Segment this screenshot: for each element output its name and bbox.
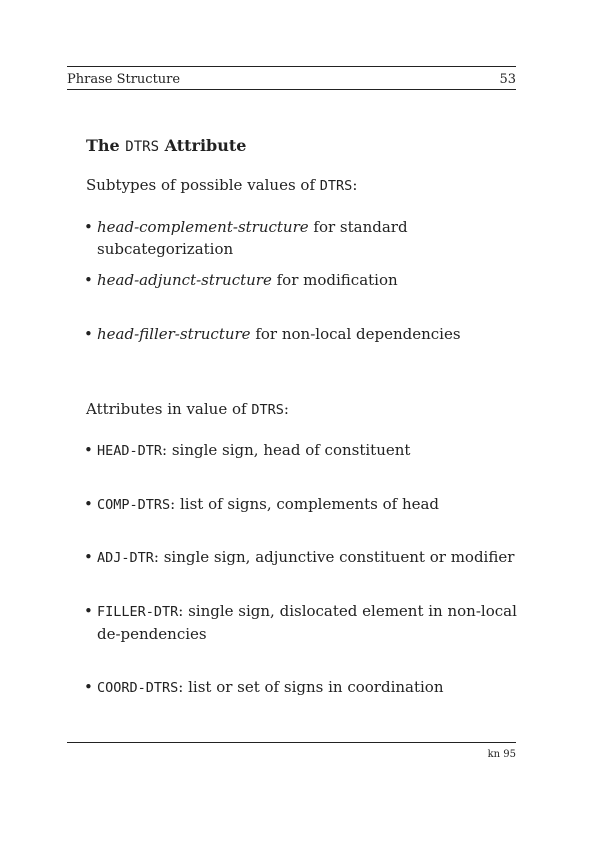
attributes-intro-text: Attributes in value of (86, 400, 247, 418)
header-page-number: 53 (499, 72, 516, 87)
subtype-desc: for standard subcategorization (97, 218, 408, 258)
header-rule-bottom (67, 89, 516, 90)
bullet-icon: • (84, 325, 93, 343)
bullet-icon: • (84, 495, 93, 513)
attribute-code: ADJ-DTR (97, 550, 154, 566)
attribute-code: COORD-DTRS (97, 680, 179, 696)
subtypes-intro (86, 176, 357, 194)
attributes-intro-colon: : (283, 400, 289, 418)
bullet-icon: • (84, 602, 93, 620)
list-item-attribute (84, 600, 520, 645)
slide-title (86, 136, 246, 155)
list-item-subtype (84, 323, 520, 345)
attribute-desc: : single sign, adjunctive constituent or modifier (153, 548, 515, 566)
title-suffix: Attribute (164, 136, 247, 155)
attribute-code: FILLER-DTR (97, 604, 179, 620)
list-item-attribute (84, 546, 520, 569)
attributes-intro-code: DTRS (251, 402, 284, 418)
bullet-icon: • (84, 441, 93, 459)
list-item-attribute (84, 676, 520, 699)
subtype-desc: for modification (271, 271, 398, 289)
attribute-desc: : list of signs, complements of head (170, 495, 440, 513)
attribute-code: COMP-DTRS (97, 497, 171, 513)
list-item-attribute (84, 493, 520, 516)
subtype-term: head-complement-structure (97, 218, 309, 236)
header-section-title: Phrase Structure (67, 72, 181, 87)
bullet-icon: • (84, 678, 93, 696)
bullet-icon: • (84, 218, 93, 236)
title-prefix: The (86, 136, 120, 155)
list-item-attribute (84, 439, 520, 462)
attribute-code: HEAD-DTR (97, 443, 163, 459)
subtype-desc: for non-local dependencies (250, 325, 461, 343)
subtype-term: head-adjunct-structure (97, 271, 272, 289)
title-code: DTRS (125, 139, 160, 155)
attribute-desc: : single sign, head of constituent (162, 441, 411, 459)
attributes-intro (86, 400, 289, 418)
footer-note: kn 95 (487, 749, 516, 760)
attribute-desc: : single sign, dislocated element in non-local de-pendencies (97, 602, 517, 643)
bullet-icon: • (84, 271, 93, 289)
subtype-term: head-filler-structure (97, 325, 251, 343)
running-header (67, 72, 516, 87)
list-item-subtype (84, 216, 520, 260)
list-item-subtype (84, 269, 520, 291)
header-rule-top (67, 66, 516, 67)
footer-rule (67, 742, 516, 743)
attribute-desc: : list or set of signs in coordination (178, 678, 444, 696)
bullet-icon: • (84, 548, 93, 566)
subtypes-intro-colon: : (352, 176, 358, 194)
subtypes-intro-text: Subtypes of possible values of (86, 176, 316, 194)
subtypes-intro-code: DTRS (319, 178, 353, 194)
